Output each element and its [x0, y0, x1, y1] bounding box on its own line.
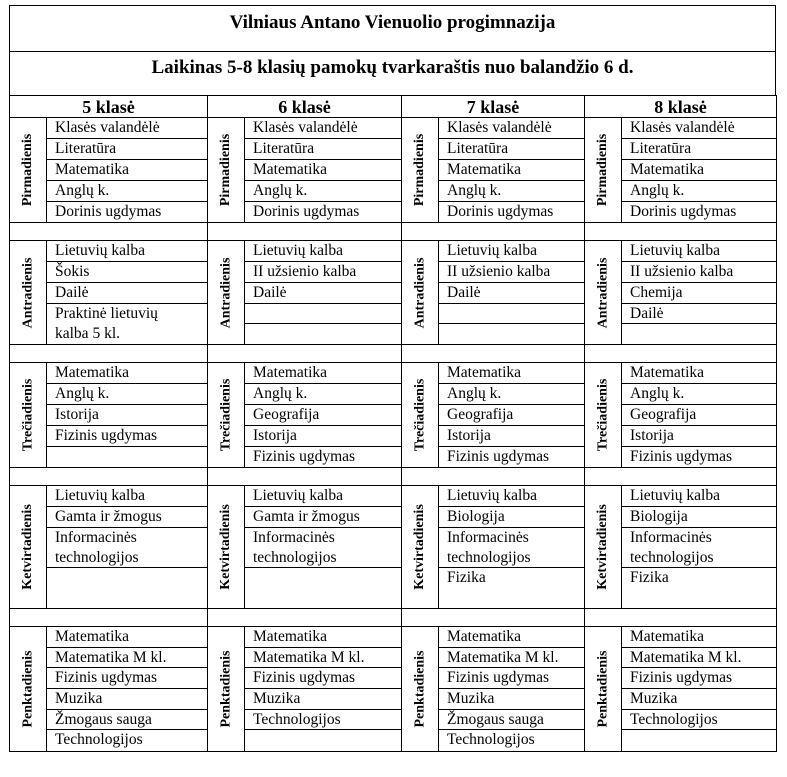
day-row-thursday	[10, 486, 777, 609]
subject-line: Praktinė lietuvių	[55, 305, 158, 322]
day-name: Penktadienis	[218, 650, 234, 728]
day-name: Antradienis	[595, 257, 611, 328]
day-name: Penktadienis	[20, 650, 36, 728]
subject-cell: Fizinis ugdymas	[439, 668, 584, 689]
class-header-row	[10, 96, 777, 118]
subject-cell: Istorija	[47, 405, 207, 426]
spacer-cell	[10, 609, 208, 627]
schedule-title: Laikinas 5-8 klasių pamokų tvarkaraštis nuo balandžio 6 d.	[9, 51, 776, 96]
day-label	[10, 118, 47, 222]
subject-list	[439, 486, 584, 608]
day-cell	[585, 118, 777, 223]
day-label	[208, 627, 245, 751]
subject-list	[439, 118, 584, 222]
subject-list	[622, 627, 776, 751]
subject-cell: Technologijos	[245, 710, 401, 730]
subject-cell: Lietuvių kalba	[439, 486, 584, 507]
subject-cell: Muzika	[245, 689, 401, 710]
day-cell	[208, 241, 402, 345]
day-name: Antradienis	[218, 257, 234, 328]
day-name: Penktadienis	[595, 650, 611, 728]
subject-cell	[245, 730, 401, 751]
day-label	[585, 627, 622, 751]
day-name: Pirmadienis	[412, 133, 427, 207]
day-cell	[10, 363, 208, 468]
day-cell	[208, 486, 402, 609]
subject-cell: Klasės valandėlė	[47, 118, 207, 139]
day-row-friday	[10, 627, 777, 752]
spacer-cell	[402, 223, 585, 241]
day-cell	[402, 627, 585, 752]
subject-cell: Gamta ir žmogus	[245, 507, 401, 528]
subject-cell: Matematika	[439, 627, 584, 648]
day-label	[10, 486, 47, 608]
subject-cell: Fizinis ugdymas	[447, 448, 550, 465]
subject-cell: Dorinis ugdymas	[630, 203, 737, 220]
subject-line: Informacinės	[630, 529, 712, 546]
class-header-8: 8 klasė	[585, 96, 777, 118]
spacer-cell	[402, 345, 585, 363]
day-label	[402, 627, 439, 751]
day-cell	[10, 241, 208, 345]
day-name: Pirmadienis	[218, 133, 233, 207]
subject-cell	[47, 447, 207, 467]
day-name: Pirmadienis	[20, 133, 35, 207]
subject-list	[47, 118, 207, 222]
subject-cell: Geografija	[439, 405, 584, 426]
subject-cell: Žmogaus sauga	[439, 710, 584, 730]
subject-cell	[245, 324, 401, 344]
day-name: Ketvirtadienis	[20, 504, 36, 590]
subject-cell: Matematika	[245, 627, 401, 648]
subject-line: kalba 5 kl.	[55, 325, 120, 342]
day-spacer-row	[10, 345, 777, 363]
subject-list	[245, 486, 401, 608]
spacer-cell	[208, 345, 402, 363]
day-cell	[208, 363, 402, 468]
subject-cell: II užsienio kalba	[245, 262, 401, 283]
subject-cell: Chemija	[622, 283, 776, 304]
day-cell	[402, 118, 585, 223]
subject-cell: Matematika M kl.	[47, 648, 207, 668]
day-name: Trečiadienis	[595, 378, 610, 452]
subject-cell	[622, 324, 776, 344]
day-name: Trečiadienis	[218, 378, 233, 452]
subject-cell	[245, 304, 401, 324]
subject-cell: Anglų k.	[245, 384, 401, 405]
spacer-cell	[208, 609, 402, 627]
spacer-cell	[585, 345, 777, 363]
schedule-table	[9, 95, 777, 752]
subject-cell: Technologijos	[55, 731, 143, 748]
spacer-cell	[208, 468, 402, 486]
subject-cell: Matematika	[439, 160, 584, 181]
subject-line: Informacinės	[55, 529, 137, 546]
subject-line: Informacinės	[253, 529, 335, 546]
subject-cell: II užsienio kalba	[439, 262, 584, 283]
subject-cell: II užsienio kalba	[622, 262, 776, 283]
subject-cell: Lietuvių kalba	[622, 241, 776, 262]
day-cell	[585, 363, 777, 468]
day-label	[10, 241, 47, 344]
day-cell	[208, 118, 402, 223]
subject-cell: Fizika	[630, 569, 669, 586]
subject-cell: Literatūra	[622, 139, 776, 160]
subject-line: technologijos	[630, 549, 714, 566]
day-name: Trečiadienis	[20, 378, 35, 452]
spacer-cell	[402, 468, 585, 486]
subject-list	[47, 486, 207, 608]
subject-line: technologijos	[447, 549, 531, 566]
day-cell	[585, 627, 777, 752]
spacer-cell	[10, 223, 208, 241]
subject-cell: Anglų k.	[47, 181, 207, 202]
subject-cell: Istorija	[439, 426, 584, 447]
subject-cell: Istorija	[245, 426, 401, 447]
subject-cell: Fizinis ugdymas	[630, 448, 733, 465]
subject-line: technologijos	[253, 549, 337, 566]
day-cell	[585, 486, 777, 609]
day-row-wednesday	[10, 363, 777, 468]
subject-cell: Matematika	[622, 363, 776, 384]
subject-cell: Fizinis ugdymas	[253, 448, 356, 465]
day-spacer-row	[10, 609, 777, 627]
subject-cell: Šokis	[47, 262, 207, 283]
day-label	[402, 486, 439, 608]
subject-list	[245, 627, 401, 751]
subject-cell: Biologija	[622, 507, 776, 528]
day-name: Antradienis	[412, 257, 428, 328]
subject-cell: Dailė	[245, 283, 401, 304]
subject-cell: Anglų k.	[439, 384, 584, 405]
day-row-monday	[10, 118, 777, 223]
subject-cell: Dorinis ugdymas	[447, 203, 554, 220]
subject-list	[622, 241, 776, 344]
subject-cell	[245, 568, 401, 608]
day-cell	[10, 627, 208, 752]
spacer-cell	[585, 223, 777, 241]
spacer-cell	[10, 345, 208, 363]
subject-cell: Matematika	[47, 160, 207, 181]
subject-cell: Fizika	[447, 569, 486, 586]
subject-cell: Anglų k.	[439, 181, 584, 202]
subject-list	[439, 241, 584, 344]
subject-cell: Literatūra	[245, 139, 401, 160]
day-spacer-row	[10, 223, 777, 241]
subject-cell: Dorinis ugdymas	[253, 203, 360, 220]
subject-list	[47, 363, 207, 467]
spacer-cell	[10, 468, 208, 486]
spacer-cell	[585, 468, 777, 486]
subject-cell: Fizinis ugdymas	[245, 668, 401, 689]
spacer-cell	[585, 609, 777, 627]
subject-cell: Klasės valandėlė	[439, 118, 584, 139]
subject-cell: Matematika	[245, 363, 401, 384]
subject-cell: Matematika	[47, 627, 207, 648]
day-label	[208, 363, 245, 467]
day-cell	[402, 486, 585, 609]
day-label	[402, 241, 439, 344]
subject-cell: Anglų k.	[622, 181, 776, 202]
class-header-6: 6 klasė	[208, 96, 402, 118]
subject-cell: Geografija	[622, 405, 776, 426]
subject-cell: Dorinis ugdymas	[55, 203, 162, 220]
subject-cell	[47, 304, 207, 344]
subject-cell: Matematika M kl.	[245, 648, 401, 668]
subject-cell: Technologijos	[447, 731, 535, 748]
day-label	[208, 241, 245, 344]
subject-cell: Literatūra	[439, 139, 584, 160]
subject-cell: Klasės valandėlė	[245, 118, 401, 139]
day-name: Ketvirtadienis	[595, 504, 611, 590]
day-label	[208, 118, 245, 222]
subject-cell: Lietuvių kalba	[47, 486, 207, 507]
subject-cell: Matematika M kl.	[622, 648, 776, 668]
subject-list	[245, 363, 401, 467]
subject-cell	[439, 304, 584, 324]
subject-cell: Lietuvių kalba	[245, 486, 401, 507]
subject-list	[622, 118, 776, 222]
day-name: Ketvirtadienis	[218, 504, 234, 590]
day-cell	[10, 486, 208, 609]
day-name: Antradienis	[20, 257, 36, 328]
subject-list	[439, 363, 584, 467]
day-cell	[402, 241, 585, 345]
subject-cell	[439, 528, 584, 568]
subject-list	[47, 241, 207, 344]
subject-cell: Lietuvių kalba	[47, 241, 207, 262]
subject-cell	[245, 528, 401, 568]
subject-cell: Matematika M kl.	[439, 648, 584, 668]
subject-cell: Muzika	[622, 689, 776, 710]
subject-cell	[622, 730, 776, 751]
day-row-tuesday	[10, 241, 777, 345]
subject-cell: Fizinis ugdymas	[622, 668, 776, 689]
class-header-7: 7 klasė	[402, 96, 585, 118]
day-cell	[208, 627, 402, 752]
subject-cell: Matematika	[622, 160, 776, 181]
day-label	[10, 627, 47, 751]
day-label	[585, 363, 622, 467]
subject-cell: Matematika	[47, 363, 207, 384]
subject-cell: Fizinis ugdymas	[47, 426, 207, 447]
day-label	[585, 241, 622, 344]
subject-cell: Matematika	[622, 627, 776, 648]
subject-cell: Matematika	[439, 363, 584, 384]
subject-cell: Literatūra	[47, 139, 207, 160]
subject-list	[622, 486, 776, 608]
spacer-cell	[208, 223, 402, 241]
subject-cell: Lietuvių kalba	[245, 241, 401, 262]
day-label	[208, 486, 245, 608]
subject-cell: Dailė	[439, 283, 584, 304]
spacer-cell	[402, 609, 585, 627]
day-name: Penktadienis	[412, 650, 428, 728]
subject-cell: Klasės valandėlė	[622, 118, 776, 139]
day-name: Ketvirtadienis	[412, 504, 428, 590]
subject-cell: Muzika	[47, 689, 207, 710]
subject-cell	[47, 528, 207, 568]
day-cell	[402, 363, 585, 468]
subject-cell	[47, 568, 207, 608]
schedule-sheet	[9, 5, 776, 748]
subject-cell: Anglų k.	[47, 384, 207, 405]
day-cell	[10, 118, 208, 223]
subject-cell: Anglų k.	[622, 384, 776, 405]
day-label	[585, 486, 622, 608]
class-header-5: 5 klasė	[10, 96, 208, 118]
subject-cell: Dailė	[47, 283, 207, 304]
subject-line: Informacinės	[447, 529, 529, 546]
subject-cell: Biologija	[439, 507, 584, 528]
subject-cell: Technologijos	[622, 710, 776, 730]
day-label	[10, 363, 47, 467]
subject-cell: Geografija	[245, 405, 401, 426]
subject-cell: Fizinis ugdymas	[47, 668, 207, 689]
subject-cell	[622, 528, 776, 568]
day-name: Trečiadienis	[412, 378, 427, 452]
subject-cell: Matematika	[245, 160, 401, 181]
subject-cell: Lietuvių kalba	[622, 486, 776, 507]
subject-list	[439, 627, 584, 751]
day-label	[402, 118, 439, 222]
subject-cell: Muzika	[439, 689, 584, 710]
subject-cell: Dailė	[622, 304, 776, 324]
subject-cell: Anglų k.	[245, 181, 401, 202]
subject-line: technologijos	[55, 549, 139, 566]
day-label	[402, 363, 439, 467]
subject-cell	[439, 324, 584, 344]
school-name: Vilniaus Antano Vienuolio progimnazija	[9, 5, 776, 51]
subject-cell: Žmogaus sauga	[47, 710, 207, 730]
subject-cell: Gamta ir žmogus	[47, 507, 207, 528]
day-cell	[585, 241, 777, 345]
day-name: Pirmadienis	[595, 133, 610, 207]
subject-cell: Istorija	[622, 426, 776, 447]
subject-cell: Lietuvių kalba	[439, 241, 584, 262]
subject-list	[245, 241, 401, 344]
day-label	[585, 118, 622, 222]
subject-list	[47, 627, 207, 751]
subject-list	[245, 118, 401, 222]
subject-list	[622, 363, 776, 467]
day-spacer-row	[10, 468, 777, 486]
